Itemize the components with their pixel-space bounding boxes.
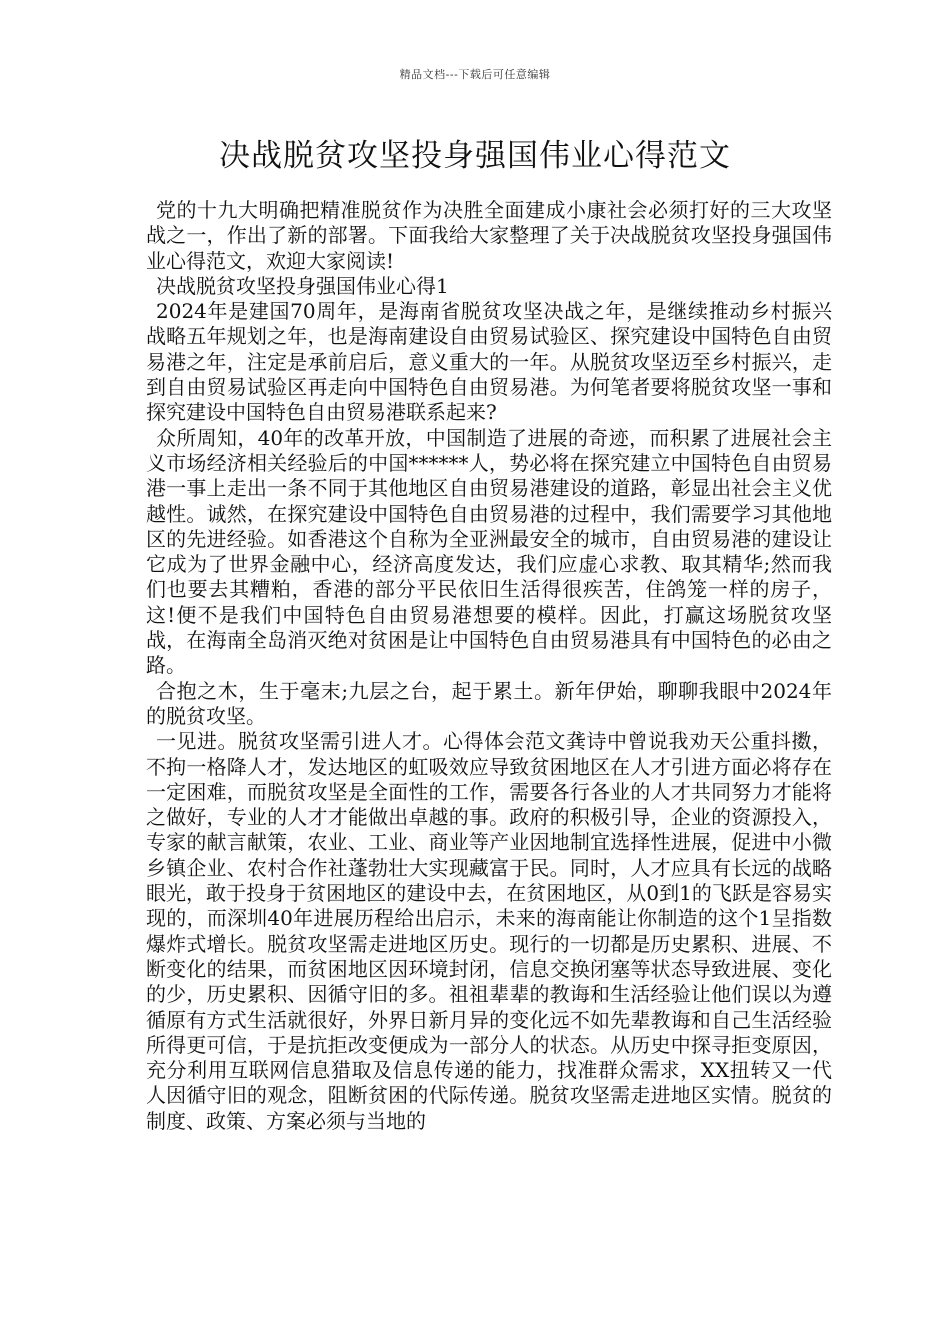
paragraph: 众所周知，40年的改革开放，中国制造了进展的奇迹，而积累了进展社会主义市场经济相关经验后的中国******人，势必将在探究建立中国特色自由贸易港一事上走出一条不同于其他地区自由贸易港建设的道路，彰显出社会主义优越性。诚然，在探究建设中国特色自由贸易港的过程中，我们需要学习其他地区的先进经验。如香港这个自称为全亚洲最安全的城市，自由贸易港的建设让它成为了世界金融中心，经济高度发达，我们应虚心求教、取其精华;然而我们也要去其糟粕，香港的部分平民依旧生活得很疾苦，住鸽笼一样的房子，这!便不是我们中国特色自由贸易港想要的模样。因此，打赢这场脱贫攻坚战，在海南全岛消灭绝对贫困是让中国特色自由贸易港具有中国特色的必由之路。 bbox=[146, 425, 832, 678]
paragraph-intro: 党的十九大明确把精准脱贫作为决胜全面建成小康社会必须打好的三大攻坚战之一，作出了新的部署。下面我给大家整理了关于决战脱贫攻坚投身强国伟业心得范文，欢迎大家阅读! bbox=[146, 198, 832, 273]
section-heading: 决战脱贫攻坚投身强国伟业心得1 bbox=[156, 273, 449, 298]
document-title: 决战脱贫攻坚投身强国伟业心得范文 bbox=[219, 138, 731, 174]
paragraph: 2024年是建国70周年，是海南省脱贫攻坚决战之年，是继续推动乡村振兴战略五年规划之年，也是海南建设自由贸易试验区、探究建设中国特色自由贸易港之年，注定是承前启后，意义重大的一年。从脱贫攻坚迈至乡村振兴，走到自由贸易试验区再走向中国特色自由贸易港。为何笔者要将脱贫攻坚一事和探究建设中国特色自由贸易港联系起来? bbox=[146, 299, 832, 425]
paragraph: 一见进。脱贫攻坚需引进人才。心得体会范文龚诗中曾说我劝天公重抖擞，不拘一格降人才，发达地区的虹吸效应导致贫困地区在人才引进方面必将存在一定困难，而脱贫攻坚是全面性的工作，需要各行各业的人才共同努力才能将之做好，专业的人才才能做出卓越的事。政府的积极引导，企业的资源投入，专家的献言献策，农业、工业、商业等产业因地制宜选择性进展，促进中小微乡镇企业、农村合作社蓬勃壮大实现藏富于民。同时，人才应具有长远的战略眼光，敢于投身于贫困地区的建设中去，在贫困地区，从0到1的飞跃是容易实现的，而深圳40年进展历程给出启示，未来的海南能让你制造的这个1呈指数爆炸式增长。脱贫攻坚需走进地区历史。现行的一切都是历史累积、进展、不断变化的结果，而贫困地区因环境封闭，信息交换闭塞等状态导致进展、变化的少，历史累积、因循守旧的多。祖祖辈辈的教诲和生活经验让他们误以为遵循原有方式生活就很好，外界日新月异的变化远不如先辈教诲和自己生活经验所得更可信，于是抗拒改变便成为一部分人的状态。从历史中探寻拒变原因，充分利用互联网信息猎取及信息传递的能力，找准群众需求，XX扭转又一代人因循守旧的观念，阻断贫困的代际传递。脱贫攻坚需走进地区实情。脱贫的制度、政策、方案必须与当地的 bbox=[146, 729, 832, 1133]
document-body bbox=[146, 198, 832, 1134]
header-note: 精品文档---下载后可任意编辑 bbox=[399, 68, 551, 81]
paragraph: 合抱之木，生于毫末;九层之台，起于累土。新年伊始，聊聊我眼中2024年的脱贫攻坚。 bbox=[146, 678, 832, 728]
